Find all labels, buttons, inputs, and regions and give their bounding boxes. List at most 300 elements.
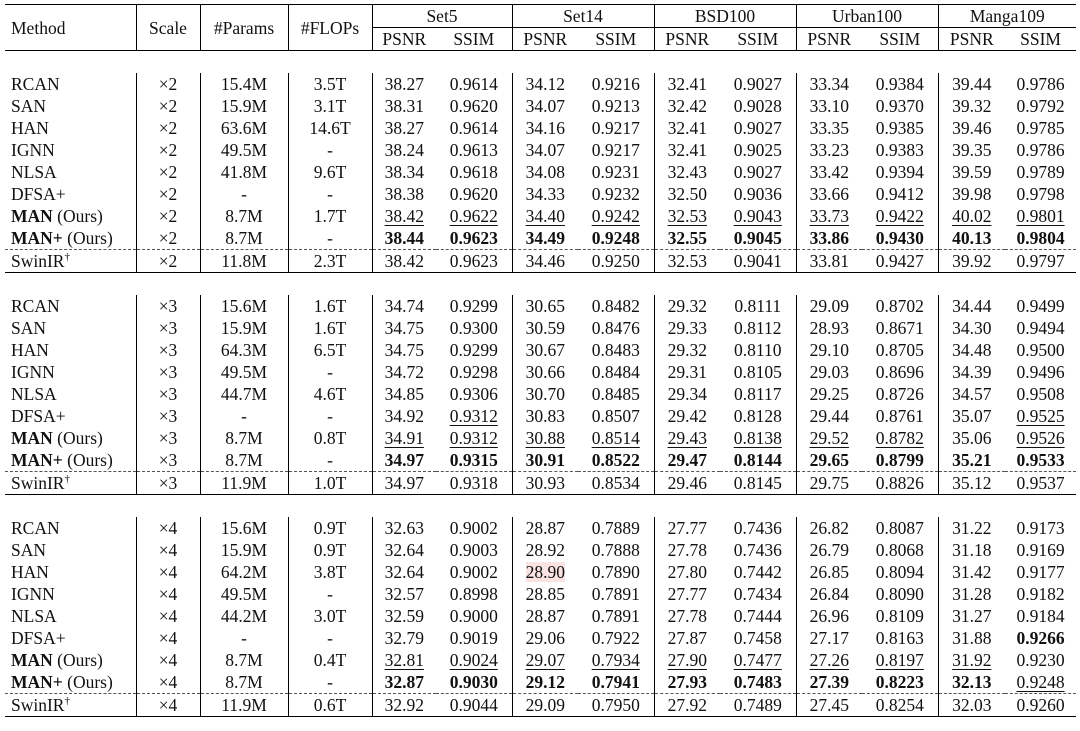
metric-value: 28.87: [525, 606, 565, 626]
psnr-value-cell: [372, 295, 436, 317]
scale-cell: ×2: [136, 95, 200, 117]
ssim-value-cell: [862, 161, 938, 183]
flops-cell: -: [288, 227, 372, 250]
method-name-bold: MAN+: [11, 672, 63, 692]
metric-value: 0.7891: [591, 584, 640, 604]
metric-value: 32.64: [384, 540, 424, 560]
table-row: [5, 671, 1076, 694]
method-name: HAN: [11, 562, 49, 582]
metric-value: 0.9614: [449, 118, 498, 138]
ssim-value-cell: [1005, 517, 1076, 539]
method-cell: [5, 671, 136, 694]
ssim-value-cell: [436, 449, 512, 472]
psnr-value-cell: [938, 694, 1005, 717]
method-name: DFSA+: [11, 184, 66, 204]
psnr-value-cell: [796, 317, 862, 339]
psnr-value-cell: [938, 449, 1005, 472]
metric-value: 0.9499: [1016, 296, 1065, 316]
method-cell: [5, 561, 136, 583]
ssim-value-cell: [578, 205, 654, 227]
ssim-value-cell: [578, 472, 654, 495]
metric-value: 27.77: [667, 518, 707, 538]
metric-value: 34.72: [384, 362, 424, 382]
metric-value: 0.9786: [1016, 74, 1065, 94]
table-row: [5, 517, 1076, 539]
metric-value: 0.7934: [591, 650, 640, 670]
table-row: [5, 427, 1076, 449]
scale-cell: ×4: [136, 583, 200, 605]
ssim-value-cell: [862, 227, 938, 250]
metric-value: 30.66: [525, 362, 565, 382]
method-cell: [5, 295, 136, 317]
metric-value: 0.9242: [591, 206, 640, 226]
method-cell: [5, 95, 136, 117]
ssim-value-cell: [862, 139, 938, 161]
psnr-value-cell: [654, 449, 720, 472]
psnr-value-cell: [938, 361, 1005, 383]
table-row: [5, 161, 1076, 183]
ssim-value-cell: [578, 227, 654, 250]
metric-value: 0.9027: [733, 162, 782, 182]
metric-value: 26.84: [809, 584, 849, 604]
separator-cell: [288, 51, 372, 74]
separator-cell: [436, 51, 512, 74]
method-cell: [5, 227, 136, 250]
psnr-value-cell: [512, 339, 578, 361]
flops-cell: 9.6T: [288, 161, 372, 183]
metric-value: 0.9213: [591, 96, 640, 116]
metric-value: 29.42: [667, 406, 707, 426]
metric-value: 0.8782: [875, 428, 924, 448]
ssim-value-cell: [862, 427, 938, 449]
method-name: RCAN: [11, 296, 60, 316]
ssim-value-cell: [720, 339, 796, 361]
metric-value: 0.8761: [875, 406, 924, 426]
psnr-value-cell: [512, 205, 578, 227]
method-name: RCAN: [11, 74, 60, 94]
metric-value: 0.7891: [591, 606, 640, 626]
metric-value: 38.34: [384, 162, 424, 182]
metric-value: 28.90: [525, 562, 565, 582]
params-cell: 49.5M: [200, 139, 288, 161]
metric-value: 0.9024: [449, 650, 498, 670]
ssim-value-cell: [862, 605, 938, 627]
ssim-value-cell: [578, 405, 654, 427]
metric-value: 0.9430: [875, 228, 924, 248]
method-cell: [5, 161, 136, 183]
ssim-value-cell: [1005, 139, 1076, 161]
header-psnr-2: PSNR: [654, 28, 720, 51]
method-name: SwinIR: [11, 251, 65, 271]
method-name-bold: MAN: [11, 206, 53, 226]
metric-value: 0.9620: [449, 184, 498, 204]
metric-value: 29.52: [809, 428, 849, 448]
header-dataset-urban100: Urban100: [796, 5, 938, 28]
separator-cell: [5, 495, 136, 518]
params-cell: 49.5M: [200, 361, 288, 383]
scale-cell: ×2: [136, 73, 200, 95]
method-suffix: (Ours): [62, 450, 113, 470]
metric-value: 32.41: [667, 74, 707, 94]
metric-value: 0.9216: [591, 74, 640, 94]
table-row: [5, 583, 1076, 605]
ssim-value-cell: [1005, 583, 1076, 605]
ssim-value-cell: [862, 671, 938, 694]
metric-value: 33.81: [809, 251, 849, 271]
table-row: [5, 361, 1076, 383]
ssim-value-cell: [720, 295, 796, 317]
flops-cell: 0.8T: [288, 427, 372, 449]
scale-cell: ×2: [136, 183, 200, 205]
params-cell: -: [200, 405, 288, 427]
psnr-value-cell: [938, 671, 1005, 694]
ssim-value-cell: [436, 383, 512, 405]
ssim-value-cell: [720, 671, 796, 694]
scale-cell: ×3: [136, 339, 200, 361]
ssim-value-cell: [1005, 627, 1076, 649]
ssim-value-cell: [578, 161, 654, 183]
metric-value: 27.45: [809, 695, 849, 715]
metric-value: 0.7434: [733, 584, 782, 604]
header-method: Method: [5, 5, 136, 51]
ssim-value-cell: [436, 161, 512, 183]
psnr-value-cell: [796, 117, 862, 139]
method-name: NLSA: [11, 384, 57, 404]
metric-value: 34.48: [952, 340, 992, 360]
metric-value: 32.64: [384, 562, 424, 582]
metric-value: 30.93: [525, 473, 565, 493]
method-cell: [5, 427, 136, 449]
ssim-value-cell: [862, 583, 938, 605]
psnr-value-cell: [512, 605, 578, 627]
metric-value: 34.85: [384, 384, 424, 404]
metric-value: 0.9300: [449, 318, 498, 338]
table-row: [5, 694, 1076, 717]
metric-value: 0.8726: [875, 384, 924, 404]
ssim-value-cell: [720, 472, 796, 495]
metric-value: 33.66: [809, 184, 849, 204]
method-cell: [5, 627, 136, 649]
metric-value: 33.10: [809, 96, 849, 116]
params-cell: 44.2M: [200, 605, 288, 627]
psnr-value-cell: [372, 73, 436, 95]
flops-cell: 4.6T: [288, 383, 372, 405]
psnr-value-cell: [654, 561, 720, 583]
metric-value: 0.8068: [875, 540, 924, 560]
separator-cell: [200, 51, 288, 74]
psnr-value-cell: [512, 671, 578, 694]
psnr-value-cell: [796, 95, 862, 117]
psnr-value-cell: [796, 561, 862, 583]
ssim-value-cell: [436, 250, 512, 273]
ssim-value-cell: [720, 561, 796, 583]
psnr-value-cell: [654, 649, 720, 671]
ssim-value-cell: [1005, 205, 1076, 227]
metric-value: 0.8109: [875, 606, 924, 626]
ssim-value-cell: [578, 339, 654, 361]
separator-cell: [796, 51, 862, 74]
header-psnr-1: PSNR: [512, 28, 578, 51]
metric-value: 32.53: [667, 206, 707, 226]
metric-value: 31.22: [952, 518, 992, 538]
psnr-value-cell: [372, 427, 436, 449]
method-name: IGNN: [11, 584, 55, 604]
metric-value: 30.59: [525, 318, 565, 338]
ssim-value-cell: [862, 95, 938, 117]
metric-value: 0.9041: [733, 251, 782, 271]
metric-value: 0.9804: [1016, 228, 1065, 248]
psnr-value-cell: [938, 117, 1005, 139]
metric-value: 0.8223: [875, 672, 924, 692]
metric-value: 0.9043: [733, 206, 782, 226]
metric-value: 0.7889: [591, 518, 640, 538]
ssim-value-cell: [578, 671, 654, 694]
metric-value: 34.16: [525, 118, 565, 138]
flops-cell: -: [288, 183, 372, 205]
separator-cell: [1005, 51, 1076, 74]
ssim-value-cell: [862, 361, 938, 383]
metric-value: 29.34: [667, 384, 707, 404]
metric-value: 32.79: [384, 628, 424, 648]
method-name: HAN: [11, 340, 49, 360]
metric-value: 0.8507: [591, 406, 640, 426]
metric-value: 29.07: [525, 650, 565, 670]
ssim-value-cell: [578, 250, 654, 273]
scale-cell: ×4: [136, 671, 200, 694]
psnr-value-cell: [938, 95, 1005, 117]
metric-value: 30.70: [525, 384, 565, 404]
params-cell: 8.7M: [200, 205, 288, 227]
table-row: [5, 472, 1076, 495]
psnr-value-cell: [372, 339, 436, 361]
separator-cell: [288, 273, 372, 296]
psnr-value-cell: [654, 295, 720, 317]
metric-value: 27.39: [809, 672, 849, 692]
method-suffix: (Ours): [52, 428, 103, 448]
metric-value: 31.27: [952, 606, 992, 626]
method-cell: [5, 73, 136, 95]
psnr-value-cell: [796, 694, 862, 717]
group-separator: [5, 51, 1076, 74]
metric-value: 0.9250: [591, 251, 640, 271]
metric-value: 34.40: [525, 206, 565, 226]
metric-value: 0.9248: [591, 228, 640, 248]
psnr-value-cell: [372, 183, 436, 205]
flops-cell: -: [288, 583, 372, 605]
metric-value: 34.91: [384, 428, 424, 448]
metric-value: 0.7890: [591, 562, 640, 582]
metric-value: 0.9232: [591, 184, 640, 204]
header-dataset-manga109: Manga109: [938, 5, 1076, 28]
psnr-value-cell: [512, 383, 578, 405]
metric-value: 34.75: [384, 318, 424, 338]
metric-value: 0.9412: [875, 184, 924, 204]
metric-value: 31.88: [952, 628, 992, 648]
metric-value: 0.9370: [875, 96, 924, 116]
psnr-value-cell: [512, 627, 578, 649]
header-scale: Scale: [136, 5, 200, 51]
flops-cell: 1.7T: [288, 205, 372, 227]
metric-value: 38.31: [384, 96, 424, 116]
table-row: [5, 561, 1076, 583]
header-psnr-3: PSNR: [796, 28, 862, 51]
params-cell: 8.7M: [200, 671, 288, 694]
metric-value: 31.28: [952, 584, 992, 604]
flops-cell: 6.5T: [288, 339, 372, 361]
method-cell: [5, 250, 136, 273]
psnr-value-cell: [796, 227, 862, 250]
separator-cell: [200, 273, 288, 296]
ssim-value-cell: [578, 561, 654, 583]
params-cell: 64.3M: [200, 339, 288, 361]
separator-cell: [654, 273, 720, 296]
metric-value: 0.9002: [449, 518, 498, 538]
psnr-value-cell: [654, 472, 720, 495]
psnr-value-cell: [796, 649, 862, 671]
method-suffix: (Ours): [52, 206, 103, 226]
header-ssim-1: SSIM: [578, 28, 654, 51]
metric-value: 0.9028: [733, 96, 782, 116]
metric-value: 34.07: [525, 96, 565, 116]
ssim-value-cell: [720, 205, 796, 227]
separator-cell: [654, 495, 720, 518]
ssim-value-cell: [862, 405, 938, 427]
psnr-value-cell: [512, 295, 578, 317]
ssim-value-cell: [1005, 561, 1076, 583]
ssim-value-cell: [1005, 161, 1076, 183]
separator-cell: [578, 273, 654, 296]
metric-value: 0.9025: [733, 140, 782, 160]
metric-value: 0.7483: [733, 672, 782, 692]
metric-value: 0.8163: [875, 628, 924, 648]
metric-value: 0.9394: [875, 162, 924, 182]
metric-value: 0.8111: [734, 296, 782, 316]
metric-value: 38.42: [384, 206, 424, 226]
ssim-value-cell: [1005, 73, 1076, 95]
metric-value: 0.8094: [875, 562, 924, 582]
ssim-value-cell: [720, 449, 796, 472]
metric-value: 0.7436: [733, 540, 782, 560]
params-cell: 8.7M: [200, 649, 288, 671]
metric-value: 34.39: [952, 362, 992, 382]
ssim-value-cell: [1005, 317, 1076, 339]
table-row: [5, 627, 1076, 649]
separator-cell: [862, 51, 938, 74]
metric-value: 32.55: [667, 228, 707, 248]
ssim-value-cell: [578, 139, 654, 161]
metric-value: 29.09: [525, 695, 565, 715]
metric-value: 0.7489: [733, 695, 782, 715]
metric-value: 0.9177: [1016, 562, 1065, 582]
ssim-value-cell: [578, 694, 654, 717]
ssim-value-cell: [1005, 449, 1076, 472]
psnr-value-cell: [372, 383, 436, 405]
ssim-value-cell: [578, 183, 654, 205]
metric-value: 0.7436: [733, 518, 782, 538]
metric-value: 0.9797: [1016, 251, 1065, 271]
scale-cell: ×2: [136, 227, 200, 250]
ssim-value-cell: [720, 583, 796, 605]
psnr-value-cell: [938, 250, 1005, 273]
psnr-value-cell: [372, 627, 436, 649]
metric-value: 27.78: [667, 606, 707, 626]
ssim-value-cell: [720, 139, 796, 161]
metric-value: 38.24: [384, 140, 424, 160]
method-cell: [5, 317, 136, 339]
ssim-value-cell: [436, 583, 512, 605]
method-name: IGNN: [11, 362, 55, 382]
metric-value: 28.85: [525, 584, 565, 604]
metric-value: 29.09: [809, 296, 849, 316]
metric-value: 39.35: [952, 140, 992, 160]
metric-value: 0.9318: [449, 473, 498, 493]
table-row: [5, 227, 1076, 250]
ssim-value-cell: [720, 605, 796, 627]
metric-value: 32.53: [667, 251, 707, 271]
metric-value: 0.8702: [875, 296, 924, 316]
params-cell: 8.7M: [200, 427, 288, 449]
psnr-value-cell: [654, 95, 720, 117]
psnr-value-cell: [512, 649, 578, 671]
table-row: [5, 317, 1076, 339]
ssim-value-cell: [720, 117, 796, 139]
table-row: [5, 205, 1076, 227]
params-cell: 49.5M: [200, 583, 288, 605]
table-row: [5, 339, 1076, 361]
psnr-value-cell: [372, 227, 436, 250]
psnr-value-cell: [938, 605, 1005, 627]
metric-value: 0.8197: [875, 650, 924, 670]
psnr-value-cell: [372, 671, 436, 694]
psnr-value-cell: [654, 583, 720, 605]
dagger-mark: †: [64, 473, 70, 486]
metric-value: 33.73: [809, 206, 849, 226]
metric-value: 0.9494: [1016, 318, 1065, 338]
metric-value: 32.03: [952, 695, 992, 715]
method-name: SAN: [11, 318, 47, 338]
metric-value: 34.97: [384, 473, 424, 493]
separator-cell: [512, 273, 578, 296]
psnr-value-cell: [938, 517, 1005, 539]
metric-value: 0.8484: [591, 362, 640, 382]
metric-value: 29.12: [525, 672, 565, 692]
ssim-value-cell: [862, 539, 938, 561]
ssim-value-cell: [578, 361, 654, 383]
psnr-value-cell: [654, 117, 720, 139]
separator-cell: [436, 495, 512, 518]
psnr-value-cell: [512, 317, 578, 339]
metric-value: 0.9312: [449, 406, 498, 426]
metric-value: 0.7922: [591, 628, 640, 648]
metric-value: 0.8799: [875, 450, 924, 470]
psnr-value-cell: [372, 561, 436, 583]
metric-value: 0.8514: [591, 428, 640, 448]
params-cell: 11.8M: [200, 250, 288, 273]
method-name: DFSA+: [11, 628, 66, 648]
ssim-value-cell: [1005, 227, 1076, 250]
metric-value: 0.9537: [1016, 473, 1065, 493]
metric-value: 0.9786: [1016, 140, 1065, 160]
flops-cell: 1.6T: [288, 295, 372, 317]
ssim-value-cell: [436, 361, 512, 383]
params-cell: 63.6M: [200, 117, 288, 139]
metric-value: 26.85: [809, 562, 849, 582]
ssim-value-cell: [720, 250, 796, 273]
psnr-value-cell: [938, 317, 1005, 339]
separator-cell: [136, 495, 200, 518]
header-ssim-0: SSIM: [436, 28, 512, 51]
method-name: SwinIR: [11, 473, 65, 493]
